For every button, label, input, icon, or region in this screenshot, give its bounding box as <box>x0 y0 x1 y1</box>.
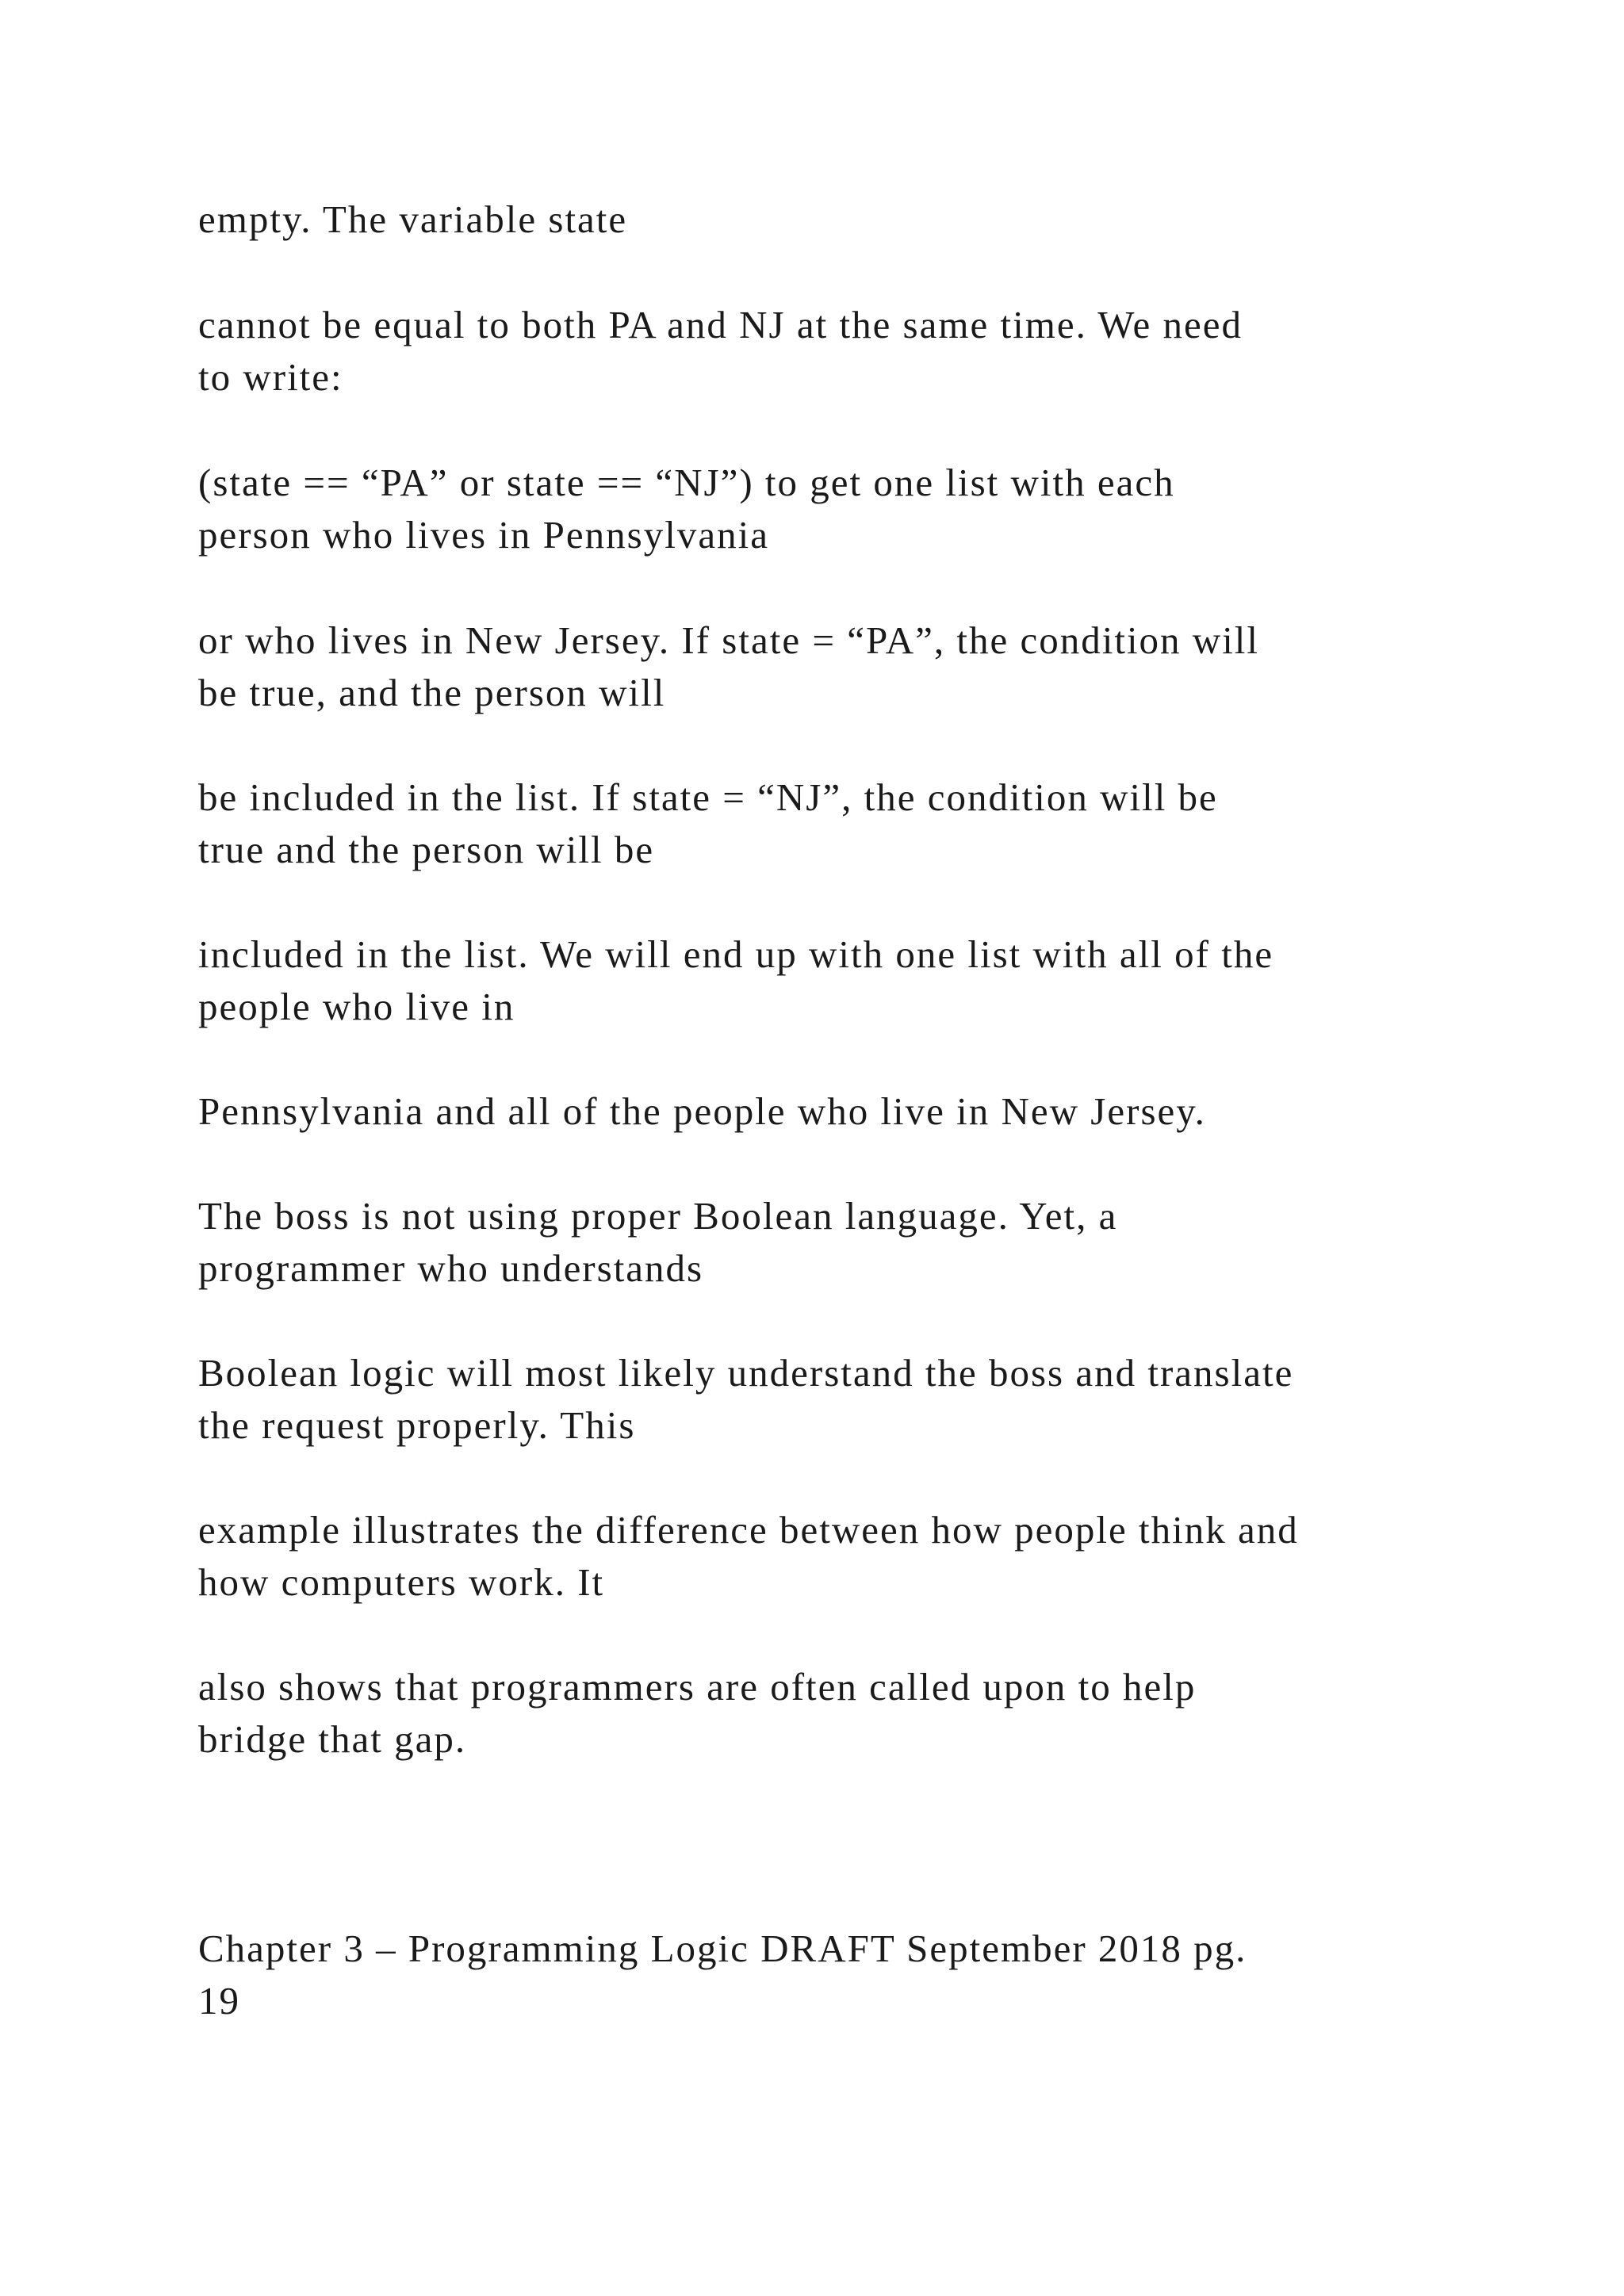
paragraph-9: Boolean logic will most likely understand the boss and translate the request properly. This <box>198 1351 1294 1447</box>
paragraph-1: empty. The variable state <box>198 197 628 241</box>
paragraph-6: included in the list. We will end up with one list with all of the people who live in <box>198 932 1274 1028</box>
paragraph-11: also shows that programmers are often called upon to help bridge that gap. <box>198 1665 1197 1761</box>
paragraph-8: The boss is not using proper Boolean language. Yet, a programmer who understands <box>198 1194 1118 1290</box>
paragraph-5: be included in the list. If state = “NJ”, the condition will be true and the person will be <box>198 775 1218 871</box>
page-footer: Chapter 3 – Programming Logic DRAFT September 2018 pg. 19 <box>198 1927 1247 2022</box>
paragraph-7: Pennsylvania and all of the people who live in New Jersey. <box>198 1089 1206 1133</box>
paragraph-2: cannot be equal to both PA and NJ at the same time. We need to write: <box>198 303 1243 399</box>
paragraph-3: (state == “PA” or state == “NJ”) to get one list with each person who lives in Pennsylvania <box>198 461 1175 557</box>
paragraph-4: or who lives in New Jersey. If state = “PA”, the condition will be true, and the person will <box>198 618 1260 714</box>
paragraph-10: example illustrates the difference between how people think and how computers work. It <box>198 1508 1299 1604</box>
